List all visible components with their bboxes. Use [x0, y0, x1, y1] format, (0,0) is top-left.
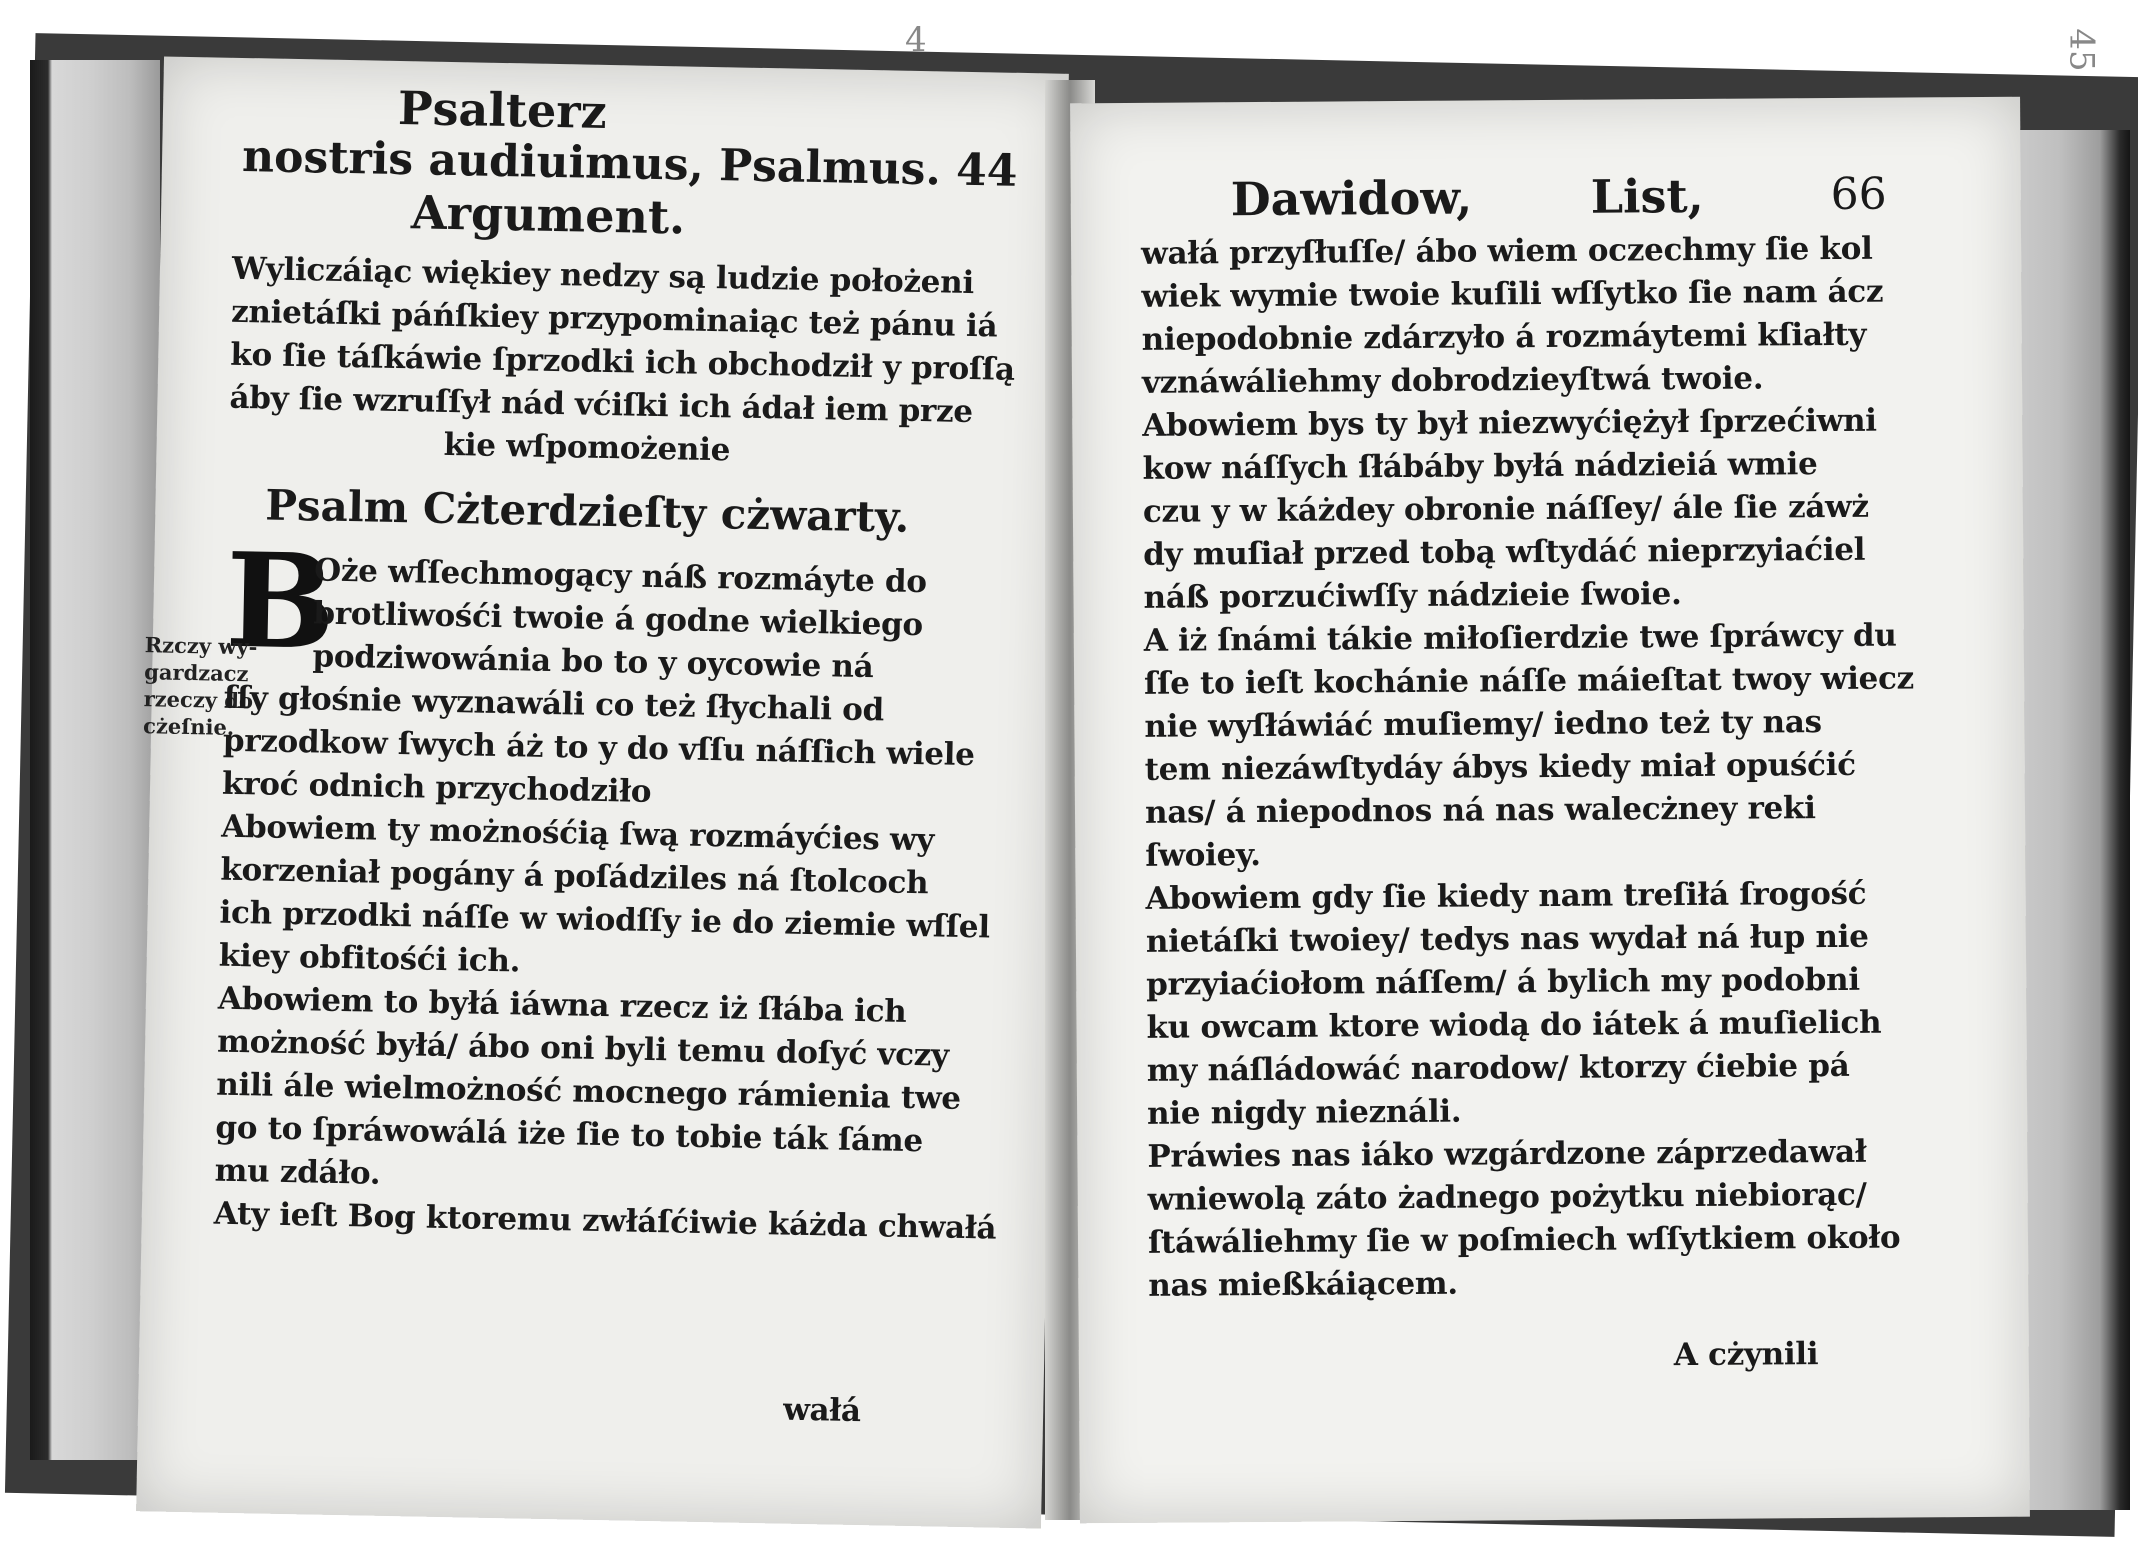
verse-line: Abowiem to byłá iáwna rzecz iż ſłába ich — [217, 980, 907, 1030]
argument-line: áby ſie wzruſſył nád vćiſki ich ádał iem prze — [229, 379, 974, 431]
verse-line: nie nigdy nieználi. — [1146, 1093, 1462, 1132]
left-catchword: wałá — [782, 1391, 862, 1430]
argument-line: znietáſki páńſkiey przypominaiąc też pánu iá — [230, 293, 998, 345]
corner-mark-right: 45 — [2061, 28, 2102, 72]
verse-line: brotliwośći twoie á godne wielkiego — [313, 595, 924, 644]
argument-line: ko ſie táſkáwie ſprzodki ich obchodził y proſſą — [229, 336, 1016, 388]
verse-line: ich przodki náſſe w wiodſſy ie do ziemie wſſel — [219, 894, 991, 946]
verse-line: Abowiem ty możnośćią ſwą rozmáyćies wy — [220, 808, 935, 859]
left-header-1: Psalterz — [397, 80, 608, 139]
left-header-3: Argument. — [410, 185, 686, 245]
verse-line: my náſládowáć narodow/ ktorzy ćiebie pá — [1146, 1047, 1850, 1089]
right-verses-block — [1141, 227, 1918, 1307]
right-page — [1070, 97, 2030, 1524]
verse-line: A iż ſnámi tákie miłoſierdzie twe ſpráwcy du — [1143, 617, 1897, 659]
right-header-leaf: List, — [1590, 168, 1704, 224]
verse-line: ſſy głośnie wyznawáli co też ſłychali od — [223, 679, 885, 729]
verse-line: kow náſſych ſłábáby byłá nádzieiá wmie — [1142, 446, 1818, 487]
verse-line: Abowiem bys ty był niezwyćiężył ſprzećiwni — [1142, 402, 1877, 444]
verse-line: Oże wſſechmogący náß rozmáyte do — [313, 552, 928, 601]
verse-line: nietáſki twoiey/ tedys nas wydał ná łup nie — [1145, 918, 1869, 960]
margin-note-line: rzeczy do — [143, 686, 254, 714]
verse-line: wniewolą záto żadnego pożytku niebiorąc/ — [1147, 1176, 1867, 1218]
verse-line: ku owcam ktore wiodą do iátek á muſielich — [1146, 1004, 1882, 1046]
verse-line: ſtáwáliehmy ſie w poſmiech wſſytkiem około — [1147, 1219, 1901, 1261]
verse-line: ſſe to ieſt kochánie náſſe máieſtat twoy wiecz — [1143, 660, 1915, 702]
verse-line: podziwowánia bo to y oycowie ná — [312, 638, 874, 686]
verse-line: náß porzućiwſſy nádzieie ſwoie. — [1143, 576, 1682, 616]
verse-line: wałá przyſłuſſe/ ábo wiem oczechmy ſie kol — [1140, 230, 1873, 272]
verses-indented — [312, 549, 927, 690]
verse-line: nie wyſłáwiáć muſiemy/ iedno też ty nas — [1144, 704, 1822, 745]
verse-line: tem niezáwſtydáy ábys kiedy miał opuśćić — [1144, 746, 1856, 788]
margin-note-line: gardzacz — [143, 659, 249, 687]
verse-line: możność byłá/ ábo oni byli temu doſyć vczy — [216, 1023, 950, 1074]
right-page-edges — [2020, 130, 2130, 1510]
verse-line: Práwies nas iáko wzgárdzone záprzedawał — [1147, 1133, 1867, 1175]
verse-line: dy muſiał przed tobą wſtydáć nieprzyiaćiel — [1143, 531, 1866, 573]
verse-line: mu zdáło. — [214, 1152, 381, 1192]
verse-line: niepodobnie zdárzyło á rozmáytemi kſiałty — [1141, 316, 1867, 358]
verse-line: vznáwáliehmy dobrodzieyſtwá twoie. — [1141, 360, 1764, 401]
argument-line: kie wſpomożenie — [443, 426, 731, 469]
verse-line: ſwoiey. — [1145, 837, 1261, 874]
right-header-title: Dawidow, — [1230, 170, 1473, 227]
argument-line: Wyliczáiąc więkiey nedzy są ludzie położeni — [231, 250, 975, 302]
verse-line: przodkow ſwych áż to y do vſſu náſſich wiele — [222, 722, 975, 774]
right-catchword: A cżynili — [1673, 1336, 1819, 1374]
verse-line: nili ále wielmożność mocnego rámienia twe — [215, 1066, 962, 1117]
verse-line: kroć odnich przychodziło — [221, 765, 652, 810]
verse-line: kiey obfitośći ich. — [218, 937, 521, 980]
verses-block — [213, 677, 1006, 1251]
verse-line: Abowiem gdy ſie kiedy nam treſiłá ſrogość — [1145, 875, 1867, 917]
corner-mark-center: 4 — [905, 20, 927, 60]
verse-line: go to ſpráwowálá iże ſie to tobie ták ſáme — [215, 1109, 924, 1160]
verse-line: nas mießkáiącem. — [1148, 1265, 1458, 1304]
verse-line: nas/ á niepodnos ná nas walecżney reki — [1144, 790, 1816, 831]
argument-block — [228, 248, 1017, 478]
page-number: 66 — [1830, 168, 1887, 221]
verse-line: korzeniał pogány á poſádziles ná ſtolcoch — [220, 851, 929, 902]
verse-line: wiek wymie twoie kuſili wſſytko ſie nam ácz — [1141, 273, 1884, 315]
psalm-title: Psalm Cżterdzieſty cżwarty. — [264, 480, 910, 542]
verse-line: czu y w káżdey obronie náſſey/ ále ſie záwż — [1142, 488, 1869, 530]
margin-note-line: cżeſnie. — [142, 713, 235, 740]
left-header-2: nostris audiuimus, Psalmus. 44 — [241, 130, 1018, 197]
margin-note-line: Rzczy wy- — [144, 632, 258, 660]
verse-line: przyiaćiołom náſſem/ á bylich my podobni — [1146, 961, 1860, 1003]
drop-cap: B — [224, 523, 337, 679]
left-page — [136, 56, 1069, 1528]
verse-line: Aty ieſt Bog ktoremu zwłáſćiwie káżda chwałá — [213, 1195, 997, 1247]
